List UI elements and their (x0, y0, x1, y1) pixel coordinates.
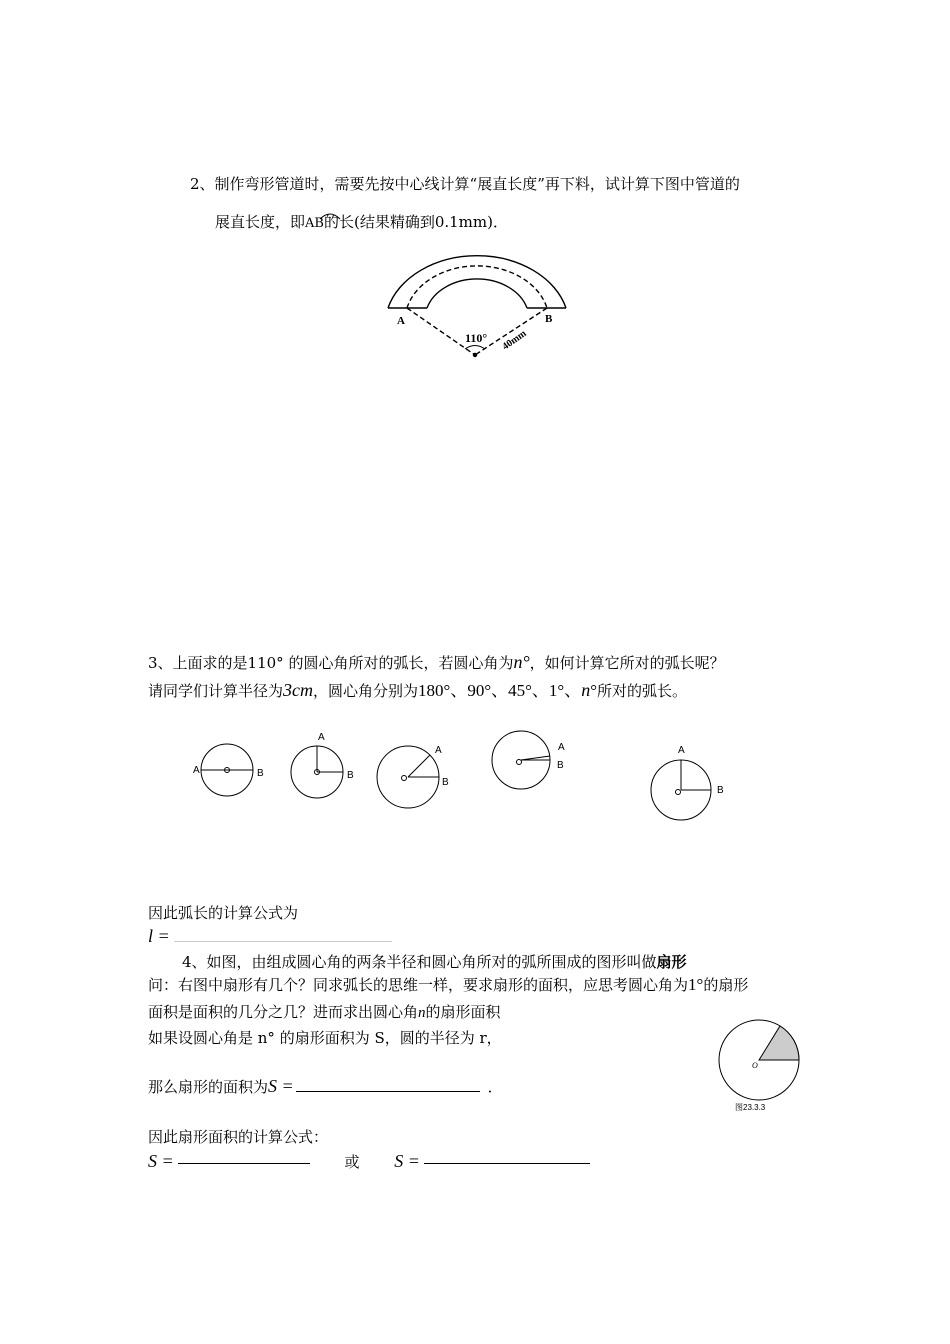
term-sector: 扇形 (656, 953, 687, 971)
q4-line1: 4、如图，由组成圆心角的两条半径和圆心角所对的弧所围成的图形叫做扇形 (182, 953, 687, 971)
circle-45 (370, 735, 460, 815)
pipe-angle-label: 110° (465, 331, 488, 345)
arc-formula-line (148, 926, 392, 947)
svg-text:A: A (193, 765, 200, 776)
sector-figure (715, 1020, 815, 1130)
figure-caption: 图23.3.3 (735, 1103, 766, 1112)
q4-line5: 那么扇形的面积为S = ． (148, 1076, 503, 1096)
svg-text:B: B (557, 760, 564, 771)
q2-line1: 2、制作弯形管道时，需要先按中心线计算“展直长度”再下料，试计算下图中管道的 (190, 175, 740, 193)
svg-text:A: A (435, 745, 442, 756)
svg-text:B: B (347, 770, 354, 781)
q3-line2: 请同学们计算半径为3cm，圆心角分别为180°、90°、45°、1°、n°所对的弧长。 (148, 680, 688, 700)
n-degree: n° (513, 652, 530, 672)
circle-1 (488, 728, 578, 798)
svg-text:O: O (752, 1061, 758, 1070)
circle-90 (285, 730, 365, 810)
pipe-label-a: A (397, 315, 405, 327)
pipe-centerline (407, 266, 547, 308)
svg-text:B: B (442, 777, 449, 788)
q2-line2-post: 的长(结果精确到0.1mm)． (323, 213, 508, 231)
q2-line2 (215, 212, 508, 234)
q3-line1: 3、上面求的是110° 的圆心角所对的弧长，若圆心角为n°，如何计算它所对的弧长呢？ (148, 652, 725, 672)
svg-text:A: A (558, 742, 565, 753)
q4-line3: 面积是面积的几分之几？进而求出圆心角n的扇形面积 (148, 1003, 501, 1021)
svg-text:B: B (257, 768, 264, 779)
arc-ab-label: AB (305, 216, 324, 231)
pipe-inner-arc (427, 279, 527, 308)
arc-formula-blank (174, 927, 392, 942)
q4-line2: 问：右图中扇形有几个？同求弧长的思维一样，要求扇形的面积，应思考圆心角为1°的扇形 (148, 975, 749, 994)
pipe-outer-arc (388, 256, 566, 308)
angle-list: 180°、90°、45°、1°、 (418, 681, 582, 700)
svg-text:B: B (717, 785, 724, 796)
pipe-figure (385, 250, 575, 365)
circle-n (645, 740, 735, 830)
pipe-radius-label: 40mm (500, 328, 529, 353)
arc-formula-intro: 因此弧长的计算公式为 (148, 904, 299, 922)
q2-line2-pre: 展直长度，即 (215, 213, 306, 231)
sector-formula-line: S = 或 S = (148, 1151, 590, 1172)
svg-text:A: A (678, 745, 685, 756)
pipe-label-b: B (545, 313, 553, 325)
q4-line4: 如果设圆心角是 n° 的扇形面积为 S，圆的半径为 r， (148, 1029, 502, 1047)
l-equals: l = (148, 926, 170, 946)
svg-text:A: A (318, 732, 325, 743)
circle-180 (190, 740, 270, 810)
or-label: 或 (344, 1153, 360, 1171)
s-equals: S = (268, 1076, 294, 1096)
sector-formula-intro: 因此扇形面积的计算公式： (148, 1128, 329, 1146)
radius-value: 3cm (283, 680, 314, 700)
